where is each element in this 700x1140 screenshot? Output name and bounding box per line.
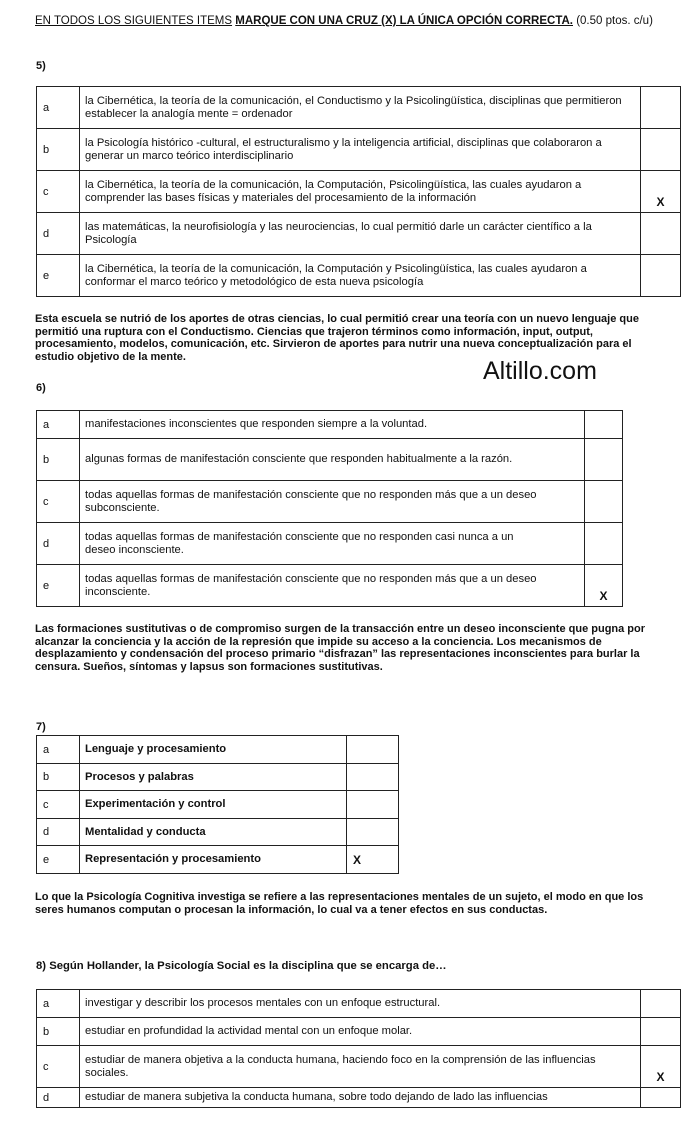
option-letter: c	[37, 1046, 80, 1088]
question-8-heading	[36, 960, 447, 972]
answer-mark[interactable]	[641, 255, 681, 297]
q7-option-a[interactable]	[37, 736, 399, 764]
answer-mark[interactable]: X	[641, 1046, 681, 1088]
answer-mark[interactable]	[641, 213, 681, 255]
option-letter: b	[37, 439, 80, 481]
q8-option-c[interactable]	[37, 1046, 681, 1088]
q7-option-d[interactable]	[37, 819, 399, 846]
answer-mark[interactable]: X	[585, 565, 623, 607]
answer-mark[interactable]: X	[347, 846, 399, 874]
option-text: estudiar de manera subjetiva la conducta humana, sobre todo dejando de lado las influencias	[80, 1088, 641, 1108]
question-7-number: 7)	[36, 721, 46, 733]
question-5-explanation: Esta escuela se nutrió de los aportes de otras ciencias, lo cual permitió crear una teoría con un nuevo lenguaje que permitió una ruptura con el Conductismo. Ciencias que trajeron términos como información, input, output, procesamiento, modelos, comunicación, etc. Sirvieron de aportes para nutrir una nueva conceptualización para el estudio objetivo de la mente.	[35, 313, 639, 363]
question-6-table	[36, 410, 623, 607]
option-letter: e	[37, 255, 80, 297]
answer-mark[interactable]	[585, 523, 623, 565]
option-text: la Psicología histórico -cultural, el estructuralismo y la inteligencia artificial, disciplinas que colaboraron a generar un marco teórico interdisciplinario	[80, 129, 641, 171]
option-text: la Cibernética, la teoría de la comunicación, el Conductismo y la Psicolingüística, disciplinas que permitieron establecer la analogía mente = ordenador	[80, 87, 641, 129]
option-letter: d	[37, 819, 80, 846]
answer-mark[interactable]	[585, 481, 623, 523]
option-letter: e	[37, 846, 80, 874]
option-text: manifestaciones inconscientes que responden siempre a la voluntad.	[80, 411, 585, 439]
option-letter: d	[37, 1088, 80, 1108]
option-letter: b	[37, 764, 80, 791]
q7-option-e[interactable]	[37, 846, 399, 874]
q8-option-b[interactable]	[37, 1018, 681, 1046]
option-text: todas aquellas formas de manifestación consciente que no responden casi nunca a un deseo inconsciente.	[80, 523, 585, 565]
option-letter: a	[37, 87, 80, 129]
option-letter: a	[37, 990, 80, 1018]
option-text: la Cibernética, la teoría de la comunicación, la Computación, Psicolingüística, las cuales ayudaron a comprender las bases físicas y materiales del procesamiento de la información	[80, 171, 641, 213]
answer-mark[interactable]	[347, 764, 399, 791]
option-letter: b	[37, 129, 80, 171]
answer-mark[interactable]: X	[641, 171, 681, 213]
q5-option-e[interactable]	[37, 255, 681, 297]
answer-mark[interactable]	[585, 411, 623, 439]
q8-option-a[interactable]	[37, 990, 681, 1018]
q5-option-a[interactable]	[37, 87, 681, 129]
question-8-text: Según Hollander, la Psicología Social es la disciplina que se encarga de…	[49, 960, 447, 972]
question-8-number: 8)	[36, 960, 47, 972]
question-8-table	[36, 989, 681, 1108]
option-letter: c	[37, 171, 80, 213]
q5-option-d[interactable]	[37, 213, 681, 255]
q6-option-d[interactable]	[37, 523, 623, 565]
option-text: Mentalidad y conducta	[80, 819, 347, 846]
answer-mark[interactable]	[641, 87, 681, 129]
q6-option-c[interactable]	[37, 481, 623, 523]
option-text: las matemáticas, la neurofisiología y las neurociencias, lo cual permitió darle un carácter científico a la Psicología	[80, 213, 641, 255]
watermark: Altillo.com	[483, 357, 597, 385]
option-text: estudiar de manera objetiva a la conducta humana, haciendo foco en la comprensión de las influencias sociales.	[80, 1046, 641, 1088]
option-letter: a	[37, 411, 80, 439]
answer-mark[interactable]	[585, 439, 623, 481]
option-text: investigar y describir los procesos mentales con un enfoque estructural.	[80, 990, 641, 1018]
q7-option-c[interactable]	[37, 791, 399, 819]
option-text: Procesos y palabras	[80, 764, 347, 791]
option-letter: b	[37, 1018, 80, 1046]
q8-option-d[interactable]	[37, 1088, 681, 1108]
option-letter: c	[37, 481, 80, 523]
question-6-number: 6)	[36, 382, 46, 394]
instruction-part1: EN TODOS LOS SIGUIENTES ITEMS	[35, 15, 233, 27]
option-letter: e	[37, 565, 80, 607]
option-letter: d	[37, 213, 80, 255]
option-text: Experimentación y control	[80, 791, 347, 819]
question-5-number: 5)	[36, 60, 46, 72]
q6-option-a[interactable]	[37, 411, 623, 439]
option-letter: d	[37, 523, 80, 565]
answer-mark[interactable]	[347, 736, 399, 764]
option-text: algunas formas de manifestación consciente que responden habitualmente a la razón.	[80, 439, 585, 481]
instruction-part2: MARQUE CON UNA CRUZ (X) LA ÚNICA OPCIÓN CORRECTA.	[235, 15, 573, 27]
q5-option-b[interactable]	[37, 129, 681, 171]
option-text: Lenguaje y procesamiento	[80, 736, 347, 764]
question-6-explanation: Las formaciones sustitutivas o de compromiso surgen de la transacción entre un deseo inconsciente que pugna por alcanzar la conciencia y la acción de la represión que impide su acceso a la conciencia. Los mecanismos de desplazamiento y condensación del proceso primario “disfrazan” las representaciones inconscientes para burlar la censura. Sueños, síntomas y lapsus son formaciones sustitutivas.	[35, 623, 646, 673]
answer-mark[interactable]	[641, 990, 681, 1018]
answer-mark[interactable]	[641, 129, 681, 171]
question-7-explanation: Lo que la Psicología Cognitiva investiga se refiere a las representaciones mentales de un sujeto, el modo en que los seres humanos computan o procesan la información, lo cual va a tener efectos en sus conductas.	[35, 891, 644, 916]
q7-option-b[interactable]	[37, 764, 399, 791]
answer-mark[interactable]	[641, 1088, 681, 1108]
option-text: todas aquellas formas de manifestación consciente que no responden más que a un deseo subconsciente.	[80, 481, 585, 523]
option-text: estudiar en profundidad la actividad mental con un enfoque molar.	[80, 1018, 641, 1046]
question-7-table	[36, 735, 399, 874]
option-letter: a	[37, 736, 80, 764]
answer-mark[interactable]	[347, 819, 399, 846]
instruction	[35, 15, 665, 28]
q6-option-e[interactable]	[37, 565, 623, 607]
answer-mark[interactable]	[347, 791, 399, 819]
answer-mark[interactable]	[641, 1018, 681, 1046]
instruction-part3: (0.50 ptos. c/u)	[576, 15, 653, 27]
q5-option-c[interactable]	[37, 171, 681, 213]
option-text: Representación y procesamiento	[80, 846, 347, 874]
q6-option-b[interactable]	[37, 439, 623, 481]
option-text: la Cibernética, la teoría de la comunicación, la Computación y Psicolingüística, las cuales ayudaron a conformar el marco teórico y metodológico de esta nueva psicología	[80, 255, 641, 297]
option-text: todas aquellas formas de manifestación consciente que no responden más que a un deseo inconsciente.	[80, 565, 585, 607]
question-5-table	[36, 86, 681, 297]
option-letter: c	[37, 791, 80, 819]
